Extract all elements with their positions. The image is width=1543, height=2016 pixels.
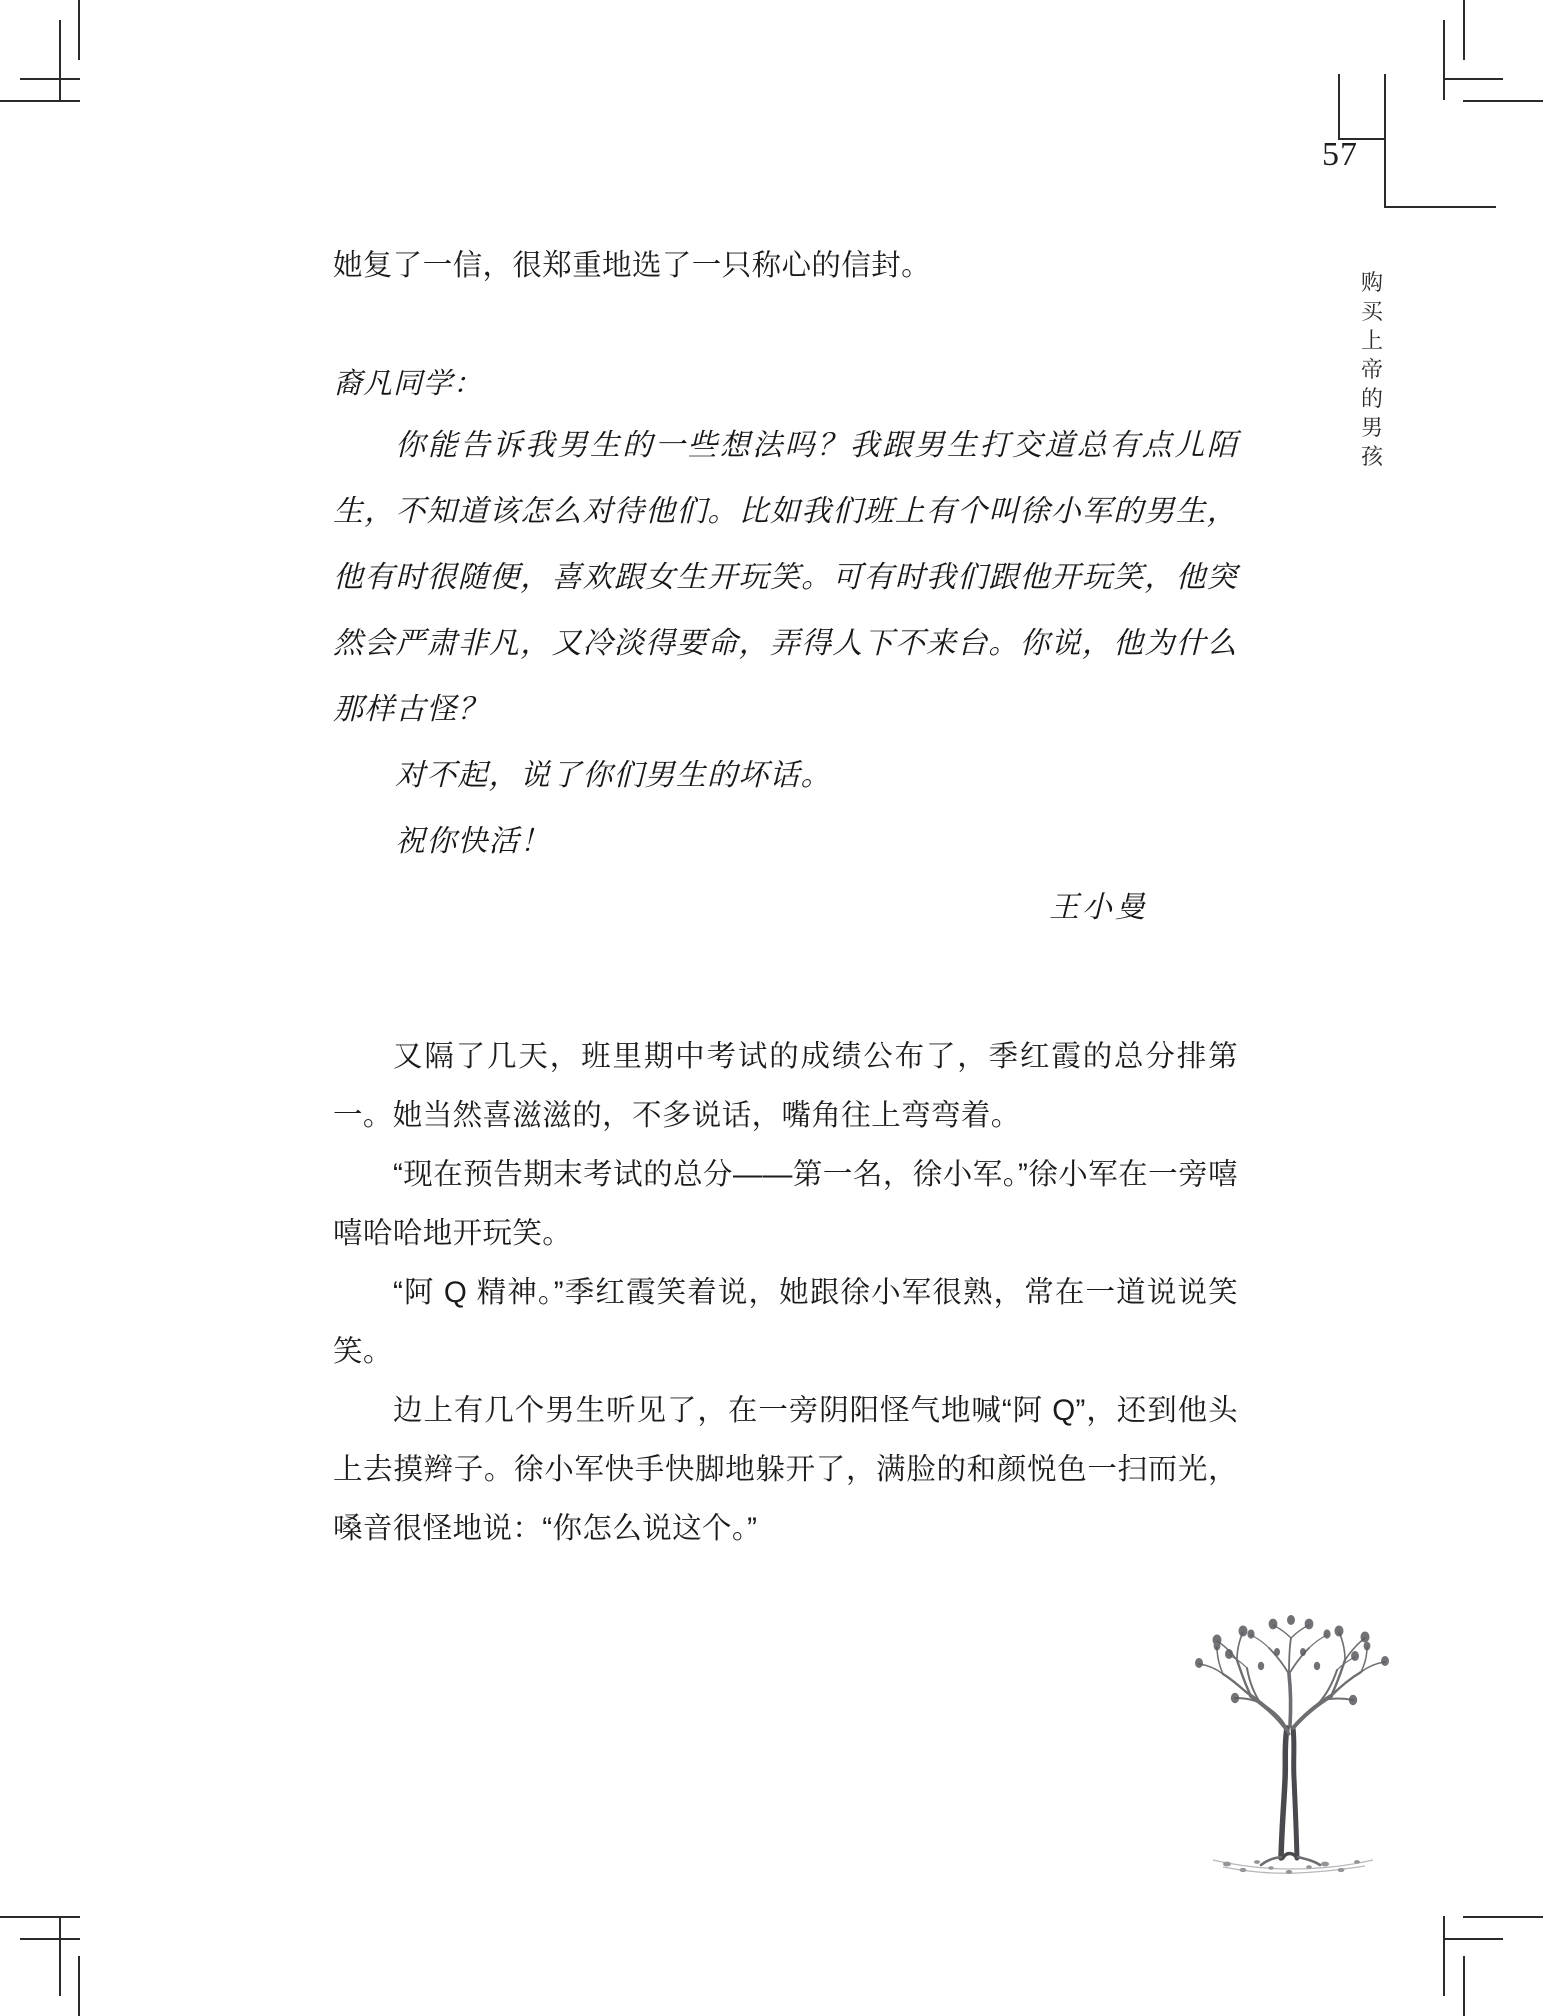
crop-mark-bottom-right-horizontal-inner bbox=[1443, 1938, 1503, 1940]
letter-paragraph-2: 对不起，说了你们男生的坏话。 bbox=[395, 759, 832, 792]
inset-letter bbox=[333, 355, 1238, 941]
letter-signature: 王小曼 bbox=[1049, 891, 1148, 924]
crop-mark-top-left-horizontal-outer bbox=[0, 100, 80, 102]
text-column bbox=[333, 236, 1238, 1558]
letter-salutation: 裔凡同学： bbox=[333, 368, 484, 400]
spacer bbox=[333, 941, 1238, 1027]
crop-mark-bottom-left-horizontal-outer bbox=[0, 1916, 80, 1918]
letter-closing: 祝你快活！ bbox=[395, 825, 551, 858]
crop-mark-top-right-horizontal-outer bbox=[1463, 100, 1543, 102]
page-number-rule-right bbox=[1384, 74, 1386, 208]
running-head-char-6: 男 bbox=[1360, 415, 1383, 440]
crop-mark-bottom-left-vertical-inner bbox=[59, 1916, 61, 1996]
crop-mark-bottom-right-vertical-outer bbox=[1463, 1956, 1465, 2016]
page-number: 57 bbox=[1322, 136, 1358, 173]
crop-mark-top-left-vertical-outer bbox=[78, 0, 80, 60]
crop-mark-top-right-vertical-inner bbox=[1443, 20, 1445, 100]
running-head-char-2: 买 bbox=[1360, 299, 1383, 324]
running-head-char-7: 孩 bbox=[1360, 444, 1383, 469]
body-paragraph-1: 又隔了几天，班里期中考试的成绩公布了，季红霞的总分排第一。她当然喜滋滋的，不多说话，嘴角往上弯弯着。 bbox=[333, 1040, 1238, 1132]
running-head-char-1: 购 bbox=[1360, 270, 1383, 295]
crop-mark-top-right-vertical-outer bbox=[1463, 0, 1465, 60]
crop-mark-top-left-horizontal-inner bbox=[20, 78, 80, 80]
running-head-char-5: 的 bbox=[1360, 386, 1383, 411]
tree-illustration bbox=[1165, 1608, 1415, 1878]
page-number-rule-foot bbox=[1384, 206, 1496, 208]
letter-paragraph-1: 你能告诉我男生的一些想法吗？我跟男生打交道总有点儿陌生，不知道该怎么对待他们。比如我们班上有个叫徐小军的男生，他有时很随便，喜欢跟女生开玩笑。可有时我们跟他开玩笑，他突然会严肃非凡，又冷淡得要命，弄得人下不来台。你说，他为什么那样古怪？ bbox=[333, 429, 1238, 726]
crop-mark-bottom-right-horizontal-outer bbox=[1463, 1916, 1543, 1918]
running-head-char-3: 上 bbox=[1360, 328, 1383, 353]
body-paragraph-3: “阿 Q 精神。”季红霞笑着说，她跟徐小军很熟，常在一道说说笑笑。 bbox=[333, 1276, 1238, 1368]
crop-mark-bottom-left-vertical-outer bbox=[78, 1956, 80, 2016]
crop-mark-top-left-vertical-inner bbox=[59, 20, 61, 100]
spacer bbox=[333, 295, 1238, 355]
crop-mark-top-right-horizontal-inner bbox=[1443, 78, 1503, 80]
running-head-char-4: 帝 bbox=[1360, 357, 1383, 382]
body-paragraph-4: 边上有几个男生听见了，在一旁阴阳怪气地喊“阿 Q”，还到他头上去摸辫子。徐小军快手快脚地躲开了，满脸的和颜悦色一扫而光，嗓音很怪地说：“你怎么说这个。” bbox=[333, 1394, 1238, 1545]
body-paragraph-2: “现在预告期末考试的总分——第一名，徐小军。”徐小军在一旁嘻嘻哈哈地开玩笑。 bbox=[333, 1158, 1238, 1250]
page-number-rule-left bbox=[1338, 74, 1340, 140]
opening-paragraph: 她复了一信，很郑重地选了一只称心的信封。 bbox=[333, 249, 932, 282]
crop-mark-bottom-right-vertical-inner bbox=[1443, 1916, 1445, 1996]
crop-mark-bottom-left-horizontal-inner bbox=[20, 1938, 80, 1940]
running-head-book-title bbox=[1355, 268, 1389, 471]
